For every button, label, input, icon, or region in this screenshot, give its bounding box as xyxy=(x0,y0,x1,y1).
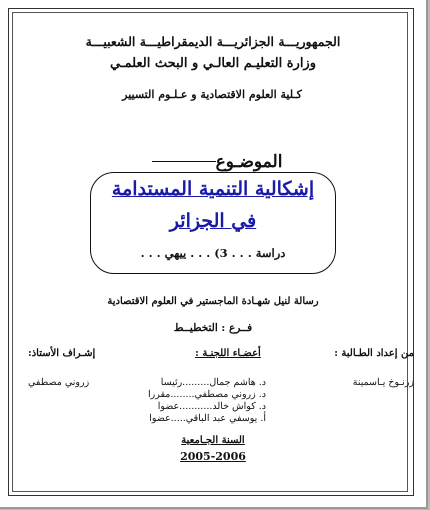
supervisor-name: زروني مصطفي xyxy=(28,377,90,388)
student-name: زرنـوخ يـاسمينة xyxy=(352,377,414,388)
ministry-name: وزارة التعليـم العالـي و البحث العلمـي xyxy=(110,56,316,71)
committee-member: د. هاشم جمال.........رئيسا xyxy=(160,377,266,388)
thesis-statement: رسالة لنيل شهـادة الماجستير في العلوم الاقتصادية xyxy=(107,296,319,307)
committee-header: أعضـاء اللجنـة : xyxy=(195,348,261,359)
thesis-title-line1: إشكالية التنمية المستدامة xyxy=(111,178,315,200)
academic-year-label: السنة الجـامعية xyxy=(181,435,245,446)
topic-label xyxy=(0,152,426,172)
academic-year-value: 2005-2006 xyxy=(180,450,246,463)
topic-label-text: الموضـوع xyxy=(215,152,283,172)
supervisor-header: إشـراف الأستاذ: xyxy=(28,348,96,359)
topic-label-line xyxy=(152,161,216,162)
faculty-name: كـلية العلوم الاقتصادية و عـلـوم التسيير xyxy=(122,88,302,101)
committee-member: د. كواش خالد...........عضوا xyxy=(157,401,266,412)
student-header: من إعداد الطـالبة : xyxy=(334,348,414,359)
thesis-subtitle: دراسة . . . 3) . . . ييهي . . . xyxy=(140,246,286,260)
committee-member: أ. يوسفي عبد الباقي.....عضوا xyxy=(149,413,266,424)
thesis-title-line2: في الجزائر xyxy=(169,210,257,232)
republic-name: الجمهوريـــة الجزائريـــة الديمقراطيـــة الشعبيـــة xyxy=(85,34,341,49)
committee-member: د. زروني مصطفي........مقررا xyxy=(148,389,266,400)
branch-label: فــرع : التخطيــط xyxy=(173,322,253,334)
